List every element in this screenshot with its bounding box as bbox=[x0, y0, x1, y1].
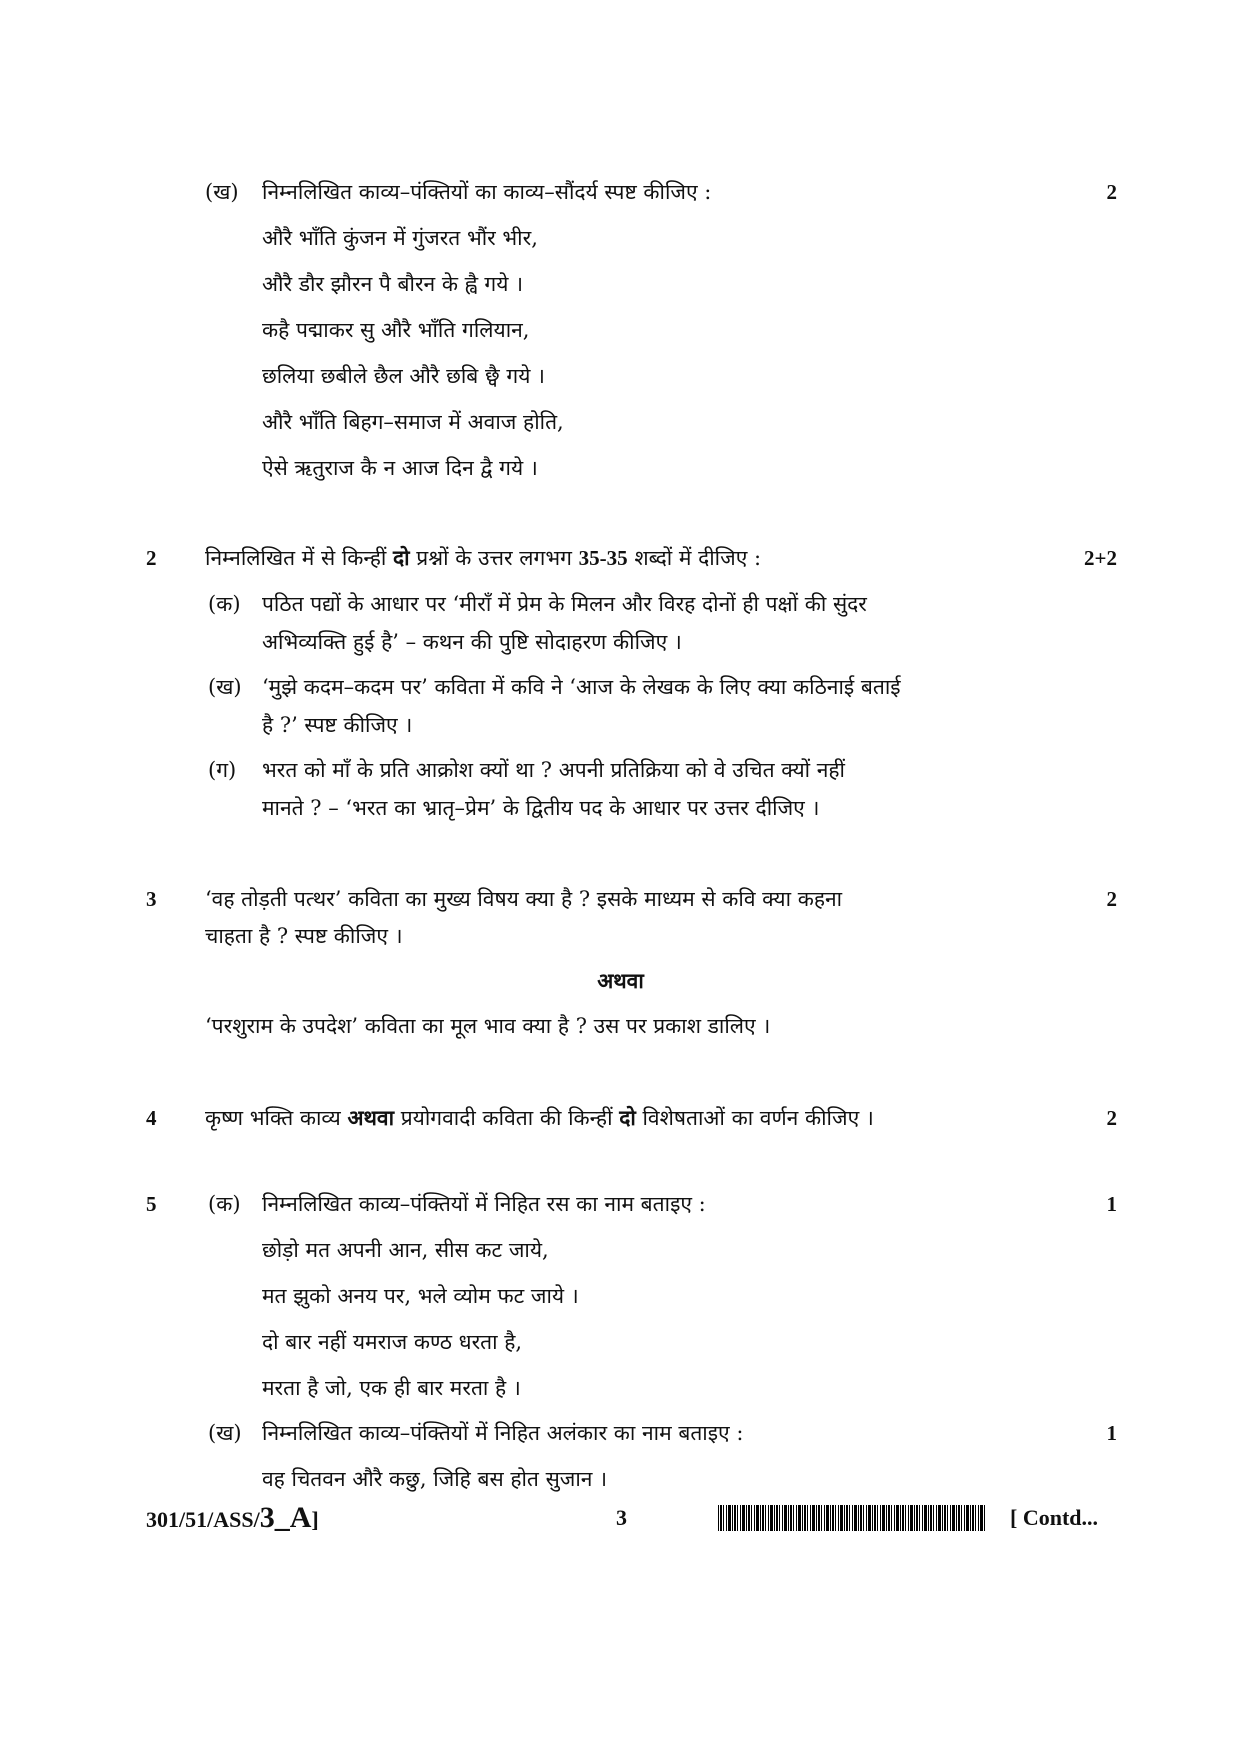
q1-verse-line-4: छलिया छबीले छैल औरै छबि छ्वै गये । bbox=[262, 364, 546, 388]
q3-number: 3 bbox=[146, 887, 157, 911]
q2-kha-label: (ख) bbox=[208, 675, 242, 699]
q1-verse-line-2: औरै डौर झौरन पै बौरन के ह्वै गये । bbox=[262, 272, 524, 296]
q5-kha-verse-line-1: वह चितवन औरै कछु, जिहि बस होत सुजान । bbox=[262, 1467, 608, 1491]
q2-ka-line-2: अभिव्यक्ति हुई है’ – कथन की पुष्टि सोदाहरण कीजिए । bbox=[262, 630, 682, 654]
q4-question: कृष्ण भक्ति काव्य अथवा प्रयोगवादी कविता की किन्हीं दो विशेषताओं का वर्णन कीजिए । bbox=[205, 1105, 874, 1130]
q2-kha-line-1: ‘मुझे कदम–कदम पर’ कविता में कवि ने ‘आज के लेखक के लिए क्या कठिनाई बताई bbox=[262, 675, 901, 699]
q2-ga-line-2: मानते ? – ‘भरत का भ्रातृ–प्रेम’ के द्वितीय पद के आधार पर उत्तर दीजिए । bbox=[262, 796, 820, 820]
q1-kha-label: (ख) bbox=[205, 180, 239, 204]
q2-ga-label: (ग) bbox=[208, 758, 237, 782]
q1-kha-marks: 2 bbox=[1106, 180, 1117, 204]
q2-kha-line-2: है ?’ स्पष्ट कीजिए । bbox=[262, 713, 413, 737]
paper-code: 301/51/ASS/3_A] bbox=[146, 1501, 319, 1534]
q4-number: 4 bbox=[146, 1106, 157, 1130]
q5-verse-line-3: दो बार नहीं यमराज कण्ठ धरता है, bbox=[262, 1330, 523, 1354]
q2-marks: 2+2 bbox=[1084, 546, 1117, 570]
q5-verse-line-4: मरता है जो, एक ही बार मरता है । bbox=[262, 1376, 521, 1400]
q5-ka-marks: 1 bbox=[1106, 1192, 1117, 1216]
q1-verse-line-3: कहै पद्माकर सु औरै भाँति गलियान, bbox=[262, 318, 530, 342]
q3-alternative: ‘परशुराम के उपदेश’ कविता का मूल भाव क्या है ? उस पर प्रकाश डालिए । bbox=[205, 1014, 771, 1038]
q5-kha-label: (ख) bbox=[208, 1421, 242, 1445]
q2-question: निम्नलिखित में से किन्हीं दो प्रश्नों के उत्तर लगभग 35-35 शब्दों में दीजिए : bbox=[205, 545, 762, 570]
q5-number: 5 bbox=[146, 1192, 157, 1216]
q1-verse-line-1: औरै भाँति कुंजन में गुंजरत भौंर भीर, bbox=[262, 226, 538, 250]
barcode-icon bbox=[718, 1505, 986, 1531]
q2-ga-line-1: भरत को माँ के प्रति आक्रोश क्यों था ? अपनी प्रतिक्रिया को वे उचित क्यों नहीं bbox=[262, 758, 845, 782]
q3-line-1: ‘वह तोड़ती पत्थर’ कविता का मुख्य विषय क्या है ? इसके माध्यम से कवि क्या कहना bbox=[205, 887, 843, 911]
q5-kha-marks: 1 bbox=[1106, 1421, 1117, 1445]
q1-verse-line-5: औरै भाँति बिहग–समाज में अवाज होति, bbox=[262, 410, 564, 434]
q5-verse-line-1: छोड़ो मत अपनी आन, सीस कट जाये, bbox=[262, 1238, 549, 1262]
q3-or-label: अथवा bbox=[597, 968, 644, 993]
q4-marks: 2 bbox=[1106, 1106, 1117, 1130]
q3-line-2: चाहता है ? स्पष्ट कीजिए । bbox=[205, 924, 403, 948]
q2-ka-line-1: पठित पद्यों के आधार पर ‘मीराँ में प्रेम के मिलन और विरह दोनों ही पक्षों की सुंदर bbox=[262, 592, 867, 616]
q5-ka-label: (क) bbox=[208, 1192, 241, 1216]
q5-verse-line-2: मत झुको अनय पर, भले व्योम फट जाये । bbox=[262, 1284, 579, 1308]
q5-ka-question: निम्नलिखित काव्य–पंक्तियों में निहित रस का नाम बताइए : bbox=[262, 1192, 706, 1216]
q3-marks: 2 bbox=[1106, 887, 1117, 911]
page-number: 3 bbox=[616, 1505, 627, 1530]
q1-kha-question: निम्नलिखित काव्य–पंक्तियों का काव्य–सौंदर्य स्पष्ट कीजिए : bbox=[262, 180, 712, 204]
q2-number: 2 bbox=[146, 546, 157, 570]
continued-label: [ Contd... bbox=[1010, 1505, 1099, 1530]
q5-kha-question: निम्नलिखित काव्य–पंक्तियों में निहित अलंकार का नाम बताइए : bbox=[262, 1421, 744, 1445]
q2-ka-label: (क) bbox=[208, 592, 241, 616]
q1-verse-line-6: ऐसे ऋतुराज कै न आज दिन द्वै गये । bbox=[262, 456, 538, 480]
